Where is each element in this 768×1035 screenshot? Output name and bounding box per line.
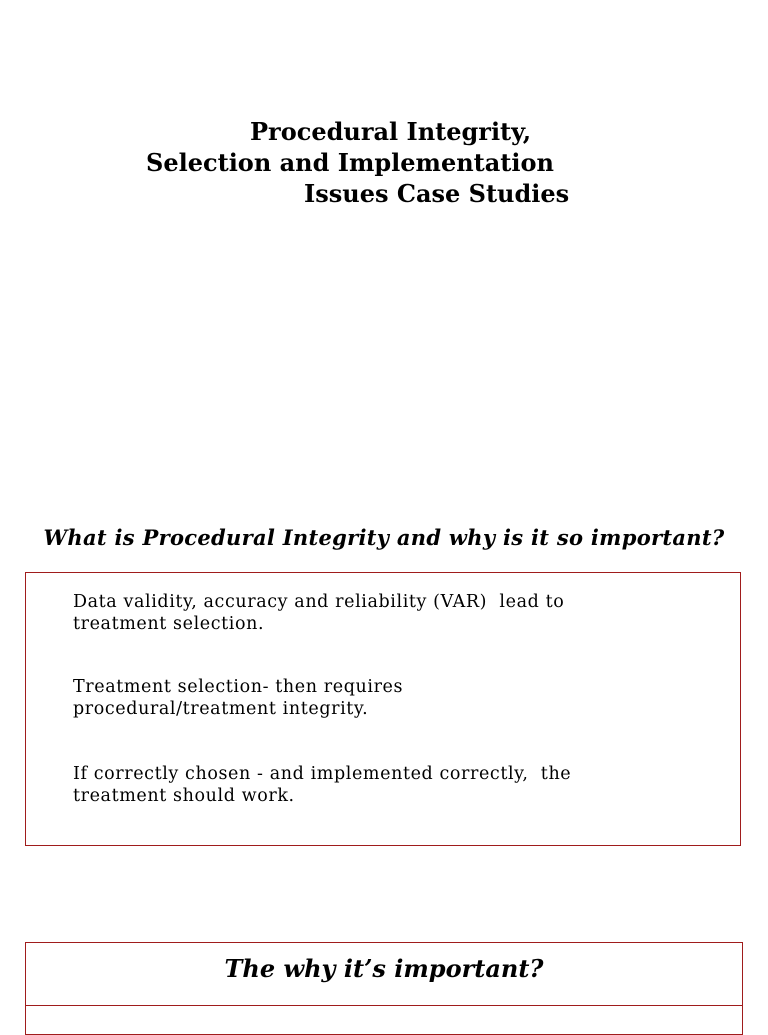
title-line-3: Issues Case Studies	[304, 179, 570, 208]
title-line-2: Selection and Implementation	[146, 148, 554, 177]
section-question-heading: What is Procedural Integrity and why is it so important?	[43, 525, 725, 550]
key-point-treatment-selection: Treatment selection- then requires procedural/treatment integrity.	[73, 677, 404, 719]
title-line-1: Procedural Integrity,	[250, 117, 532, 146]
why-important-body-box	[25, 1005, 743, 1035]
document-title	[0, 116, 768, 216]
why-important-heading: The why it’s important?	[224, 954, 544, 983]
why-important-header-box	[25, 942, 743, 1006]
key-point-var: Data validity, accuracy and reliability (VAR) lead to treatment selection.	[73, 592, 565, 634]
key-points-box	[25, 572, 741, 846]
key-point-correct-implementation: If correctly chosen - and implemented correctly, the treatment should work.	[73, 764, 572, 806]
